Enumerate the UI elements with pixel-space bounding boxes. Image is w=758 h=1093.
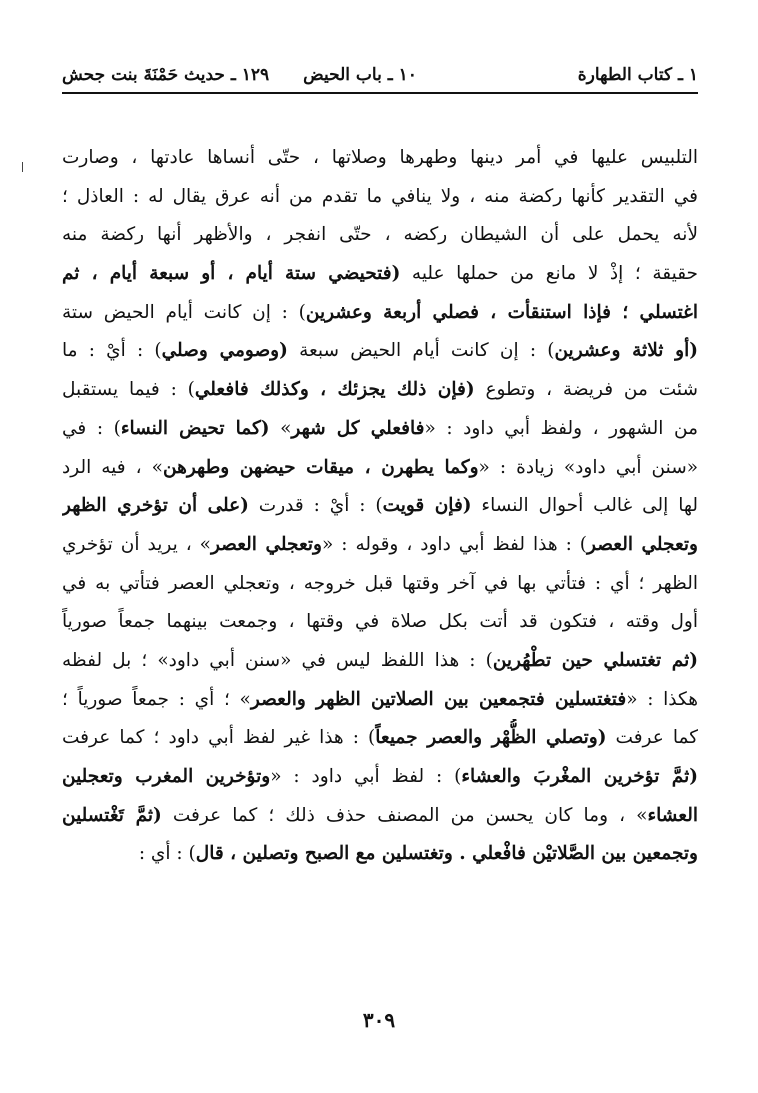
- hadith-quote: (أو ثلاثة وعشرين: [554, 340, 698, 362]
- commentary-segment: ) : لفظ أبي داود : «: [270, 766, 462, 787]
- text-line: [62, 139, 698, 178]
- hadith-quote: (فإن ذلك يجزئك ، وكذلك فافعلي: [194, 379, 475, 401]
- commentary-segment: »: [269, 417, 292, 439]
- commentary-segment: أول وقته ، فتكون قد أتت بكل صلاة في وقتها ، وجمعت بينهما جمعاً صورياً: [62, 611, 698, 633]
- text-line: [62, 216, 698, 255]
- hadith-quote: (وصومي وصلي: [161, 340, 288, 362]
- hadith-quote: فتغتسلين فتجمعين بين الصلاتين الظهر والعصر: [250, 688, 627, 710]
- hadith-quote: فافعلي كل شهر: [291, 417, 425, 439]
- commentary-segment: ) : أيْ : ما: [62, 340, 162, 362]
- commentary-segment: » ، وما كان يحسن من المصنف حذف ذلك ؛ كما عرفت: [161, 804, 648, 826]
- commentary-segment: » ، يريد أن تؤخري: [62, 533, 211, 555]
- commentary-segment: من الشهور ، ولفظ أبي داود : «: [424, 417, 698, 439]
- hadith-quote: العشاء: [647, 804, 698, 826]
- hadith-quote: وتعجلي العصر: [210, 533, 322, 555]
- hadith-quote: وكما يطهرن ، ميقات حيضهن وطهرهن: [163, 456, 479, 478]
- hadith-quote: اغتسلي ؛ فإذا استنقأت ، فصلي أربعة وعشرين: [305, 301, 698, 323]
- hadith-quote: (على أن تؤخري الظهر: [62, 495, 249, 517]
- commentary-segment: ) : إن كانت أيام الحيض سبعة: [287, 340, 555, 362]
- text-line: [62, 487, 698, 526]
- commentary-segment: ) : فيما يستقبل: [62, 379, 195, 401]
- running-header: [62, 58, 698, 92]
- header-center: [62, 65, 417, 85]
- commentary-segment: ) : أيْ : قدرت: [248, 495, 383, 517]
- text-line: [62, 642, 698, 681]
- text-line: [62, 835, 698, 874]
- commentary-segment: هكذا : «: [626, 688, 698, 710]
- text-line: [62, 797, 698, 836]
- hadith-quote: (ثمَّ تؤخرين المغْربَ والعشاء: [461, 766, 698, 787]
- text-line: [62, 178, 698, 217]
- commentary-segment: ) : إن كانت أيام الحيض ستة: [62, 301, 306, 323]
- hadith-quote: وتجمعين بين الصَّلاتيْن فافْعلي . وتغتسلين مع الصبح وتصلين ، قال: [195, 843, 698, 865]
- text-line: [62, 410, 698, 449]
- commentary-segment: ) : هذا اللفظ ليس في «سنن أبي داود» ؛ بل لفظه: [62, 649, 493, 671]
- text-line: [62, 255, 698, 294]
- commentary-segment: ) : في: [62, 417, 121, 439]
- text-line: [62, 719, 698, 758]
- margin-mark: [22, 162, 23, 172]
- hadith-quote: (فتحيضي ستة أيام ، أو سبعة أيام ، ثم: [62, 263, 401, 285]
- commentary-segment: «سنن أبي داود» زيادة : «: [478, 456, 698, 478]
- hadith-quote: (ثم تغتسلي حين تطْهُرين: [492, 649, 698, 671]
- text-line: [62, 565, 698, 604]
- page-number: ٣٠٩: [362, 1008, 396, 1032]
- commentary-segment: في التقدير كأنها ركضة منه ، ولا ينافي ما تقدم من أنه عرق يقال له : العاذل ؛: [62, 185, 698, 207]
- commentary-text: [62, 139, 698, 874]
- commentary-segment: » ؛ أي : جمعاً صورياً ؛: [62, 688, 251, 710]
- header-hadith-title: ١٢٩ ـ حديث حَمْنَةَ بنت جحش: [62, 65, 270, 85]
- hadith-quote: (كما تحيض النساء: [120, 417, 270, 439]
- header-chapter-title: ١٠ ـ باب الحيض: [303, 65, 417, 85]
- text-line: [62, 371, 698, 410]
- commentary-segment: شئت من فريضة ، وتطوع: [474, 379, 698, 401]
- commentary-segment: » ، فيه الرد: [62, 456, 163, 478]
- commentary-segment: التلبيس عليها في أمر دينها وطهرها وصلاتها ، حتّى أنساها عادتها ، وصارت: [62, 147, 698, 168]
- commentary-segment: حقيقة ؛ إذْ لا مانع من حملها عليه: [400, 263, 698, 285]
- text-line: [62, 332, 698, 371]
- commentary-segment: لها إلى غالب أحوال النساء: [471, 495, 698, 517]
- hadith-quote: (وتصلي الظُّهْر والعصر جميعاً: [375, 727, 607, 749]
- hadith-quote: وتعجلي العصر: [587, 533, 698, 555]
- commentary-segment: ) : هذا لفظ أبي داود ، وقوله : «: [321, 533, 588, 555]
- hadith-quote: (فإن قويت: [382, 495, 472, 517]
- commentary-segment: لأنه يحمل على أن الشيطان ركضه ، حتّى انفجر ، والأظهر أنها ركضة منه: [62, 224, 698, 246]
- hadith-quote: (ثمَّ تَغْتسلين: [62, 804, 162, 826]
- header-book-title: ١ ـ كتاب الطهارة: [577, 65, 698, 85]
- header-divider: [62, 92, 698, 94]
- commentary-segment: ) : هذا غير لفظ أبي داود ؛ كما عرفت: [62, 727, 376, 749]
- text-line: [62, 449, 698, 488]
- commentary-segment: كما عرفت: [606, 727, 698, 749]
- text-line: [62, 681, 698, 720]
- text-line: [62, 526, 698, 565]
- text-line: [62, 294, 698, 333]
- text-line: [62, 603, 698, 642]
- text-line: [62, 758, 698, 797]
- commentary-segment: ) : أي :: [138, 843, 196, 865]
- hadith-quote: وتؤخرين المغرب وتعجلين: [62, 766, 271, 787]
- commentary-segment: الظهر ؛ أي : فتأتي بها في آخر وقتها قبل خروجه ، وتعجلي العصر فتأتي به في: [62, 572, 698, 594]
